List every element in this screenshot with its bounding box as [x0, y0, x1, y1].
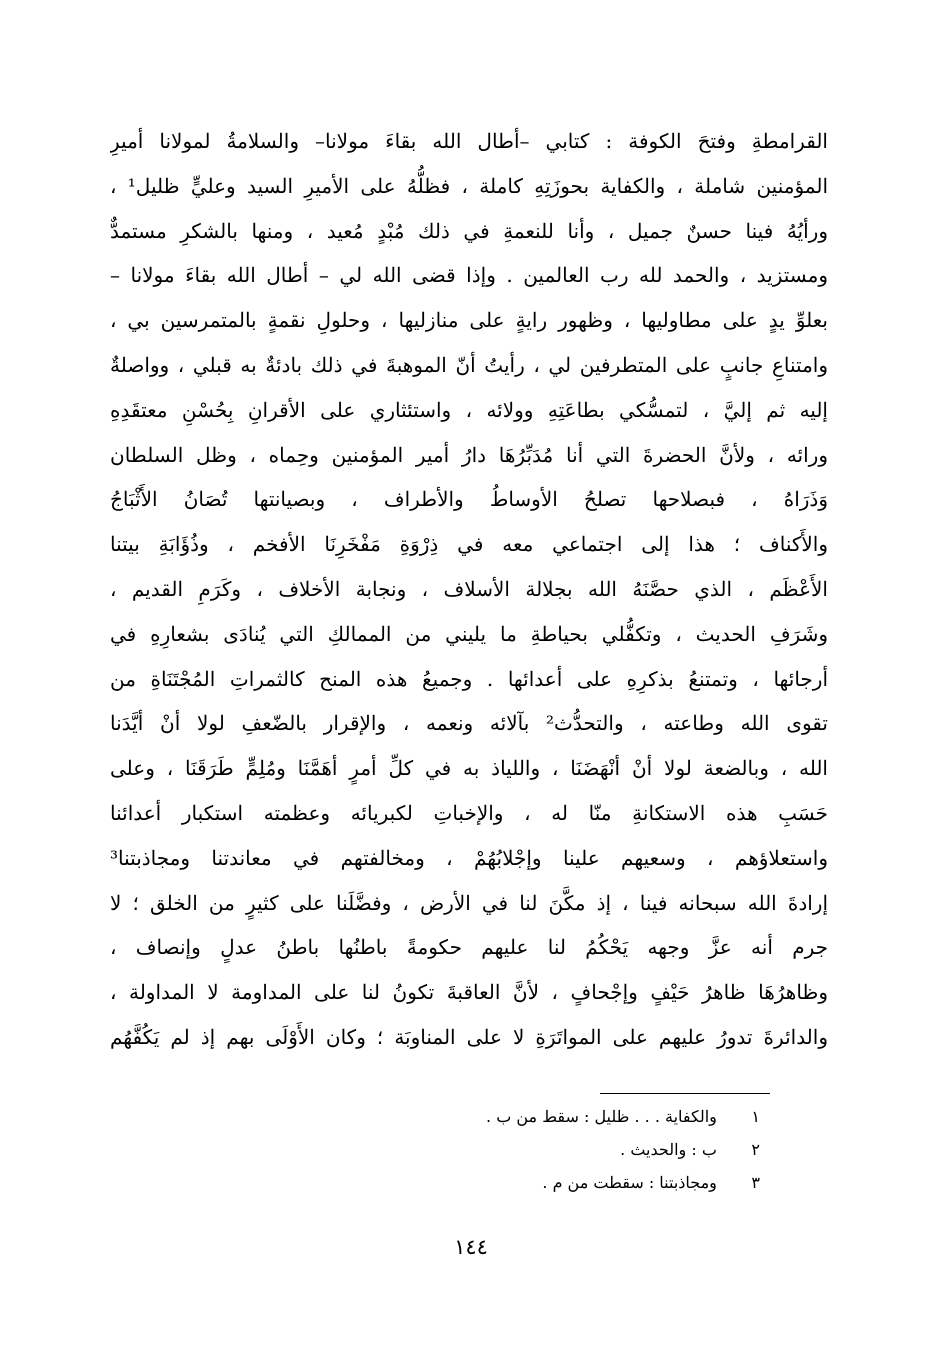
text-line: الأَعْظَم ، الذي حصَّنَهُ الله بجلالة الأسلاف ، ونجابة الأخلاف ، وكَرَمِ القديم ،	[110, 576, 828, 601]
text-line: وشَرَفِ الحديث ، وتكفُّلي بحياطةِ ما يليني من الممالكِ التي يُنادَى بشعارِهِ في	[110, 621, 828, 646]
text-line: القرامطةِ وفتحَ الكوفة : كتابي –أطال الله بقاءَ مولانا– والسلامةُ لمولانا أميرِ	[110, 129, 828, 153]
footnote-item	[360, 1133, 760, 1166]
footnote-text: والكفاية . . . ظليل : سقط من ب .	[486, 1107, 717, 1126]
footnote-number: ٢	[751, 1140, 760, 1159]
text-line: وامتناعِ جانبٍ على المتطرفين لي ، رأيتُ أنّ الموهبةَ في ذلك بادئةٌ به قبلي ، وواصلةٌ	[110, 352, 828, 377]
footnote-number: ١	[751, 1107, 760, 1126]
text-line: إليه ثم إليَّ ، لتمسُّكي بطاعَتِهِ وولائه ، واستئثاري على الأقرانِ بِحُسْنِ معتقَدِهِ	[110, 397, 828, 422]
text-line: بعلوِّ يدٍ على مطاوليها ، وظهور رايةٍ على منازليها ، وحلولِ نقمةٍ بالمتمرسين بي ،	[110, 308, 828, 333]
footnote-text: ومجاذبتنا : سقطت من م .	[542, 1173, 717, 1192]
text-line: تقوى الله وطاعته ، والتحدُّث² بآلائه ونعمه ، والإقرار بالضّعفِ لولا أنْ أيَّدَنا	[110, 711, 828, 736]
text-line: وَذَرَاهُ ، فبصلاحها تصلحُ الأوساطُ والأطراف ، وبصيانتها تُصَانُ الأَثْبَاجُ	[110, 487, 828, 512]
text-line: إرادةَ الله سبحانه فينا ، إذ مكَّنَ لنا في الأرض ، وفضَّلَنا على كثيرٍ من الخلق ؛ لا	[110, 890, 828, 915]
main-text	[110, 119, 828, 1060]
text-line: والأَكناف ؛ هذا إلى اجتماعي معه في ذِرْوَةِ مَفْخَرِنَا الأفخم ، وذُؤَابَةِ بيتنا	[110, 532, 828, 557]
footnotes	[360, 1100, 760, 1199]
footnote-item	[360, 1166, 760, 1199]
text-line: جرم أنه عزَّ وجهه يَحْكُمُ لنا عليهم حكومةً باطنُها باطنُ عدلٍ وإنصاف ،	[110, 935, 828, 960]
page-number: ١٤٤	[454, 1235, 488, 1259]
text-line: ومستزيد ، والحمد لله رب العالمين . وإذا قضى الله لي – أطال الله بقاءَ مولانا –	[110, 263, 828, 288]
text-line: ورائه ، ولأنَّ الحضرةَ التي أنا مُدَبِّرُهَا دارُ أمير المؤمنين وحِماه ، وظل السلطان	[110, 442, 828, 467]
footnote-item	[360, 1100, 760, 1133]
text-line: واستعلاؤهم ، وسعيهم علينا وإجْلابُهُمْ ، ومخالفتهم في معاندتنا ومجاذبتنا³	[110, 845, 828, 870]
text-line: وظاهرُهَا ظاهرُ حَيْفٍ وإجْحافٍ ، لأنَّ العاقبةَ تكونُ لنا على المداومة لا المداولة ،	[110, 980, 828, 1005]
text-line: أرجائها ، وتمتنعُ بذكرِهِ على أعدائها . وجميعُ هذه المنح كالثمراتِ المُجْتَنَاةِ من	[110, 666, 828, 691]
text-line: حَسَبِ هذه الاستكانةِ منّا له ، والإخباتِ لكبريائه وعظمته استكبار أعدائنا	[110, 800, 828, 825]
text-line: ورأيُهُ فينا حسنٌ جميل ، وأنا للنعمةِ في ذلك مُبْدٍ مُعيد ، ومنها بالشكرِ مستمدٌّ	[110, 218, 828, 243]
footnote-text: ب : والحديث .	[620, 1140, 717, 1159]
text-line: والدائرةَ تدورُ عليهم على المواتَرَةِ لا على المناوبَة ؛ وكان الأَوْلَى بهم إذ لم يَكُفَّهُم	[110, 1024, 828, 1049]
footnote-separator	[600, 1093, 770, 1094]
text-line: الله ، وبالضعة لولا أنْ أنْهَضَنَا ، واللياذ به في كلِّ أمرٍ أهَمَّنَا ومُلِمٍّ طَرَقَنَا ، وعلى	[110, 756, 828, 781]
footnote-number: ٣	[751, 1173, 760, 1192]
text-line: المؤمنين شاملة ، والكفاية بحوزَتِهِ كاملة ، فظلُّهُ على الأميرِ السيد وعليٍّ ظليل¹ ،	[110, 173, 828, 198]
